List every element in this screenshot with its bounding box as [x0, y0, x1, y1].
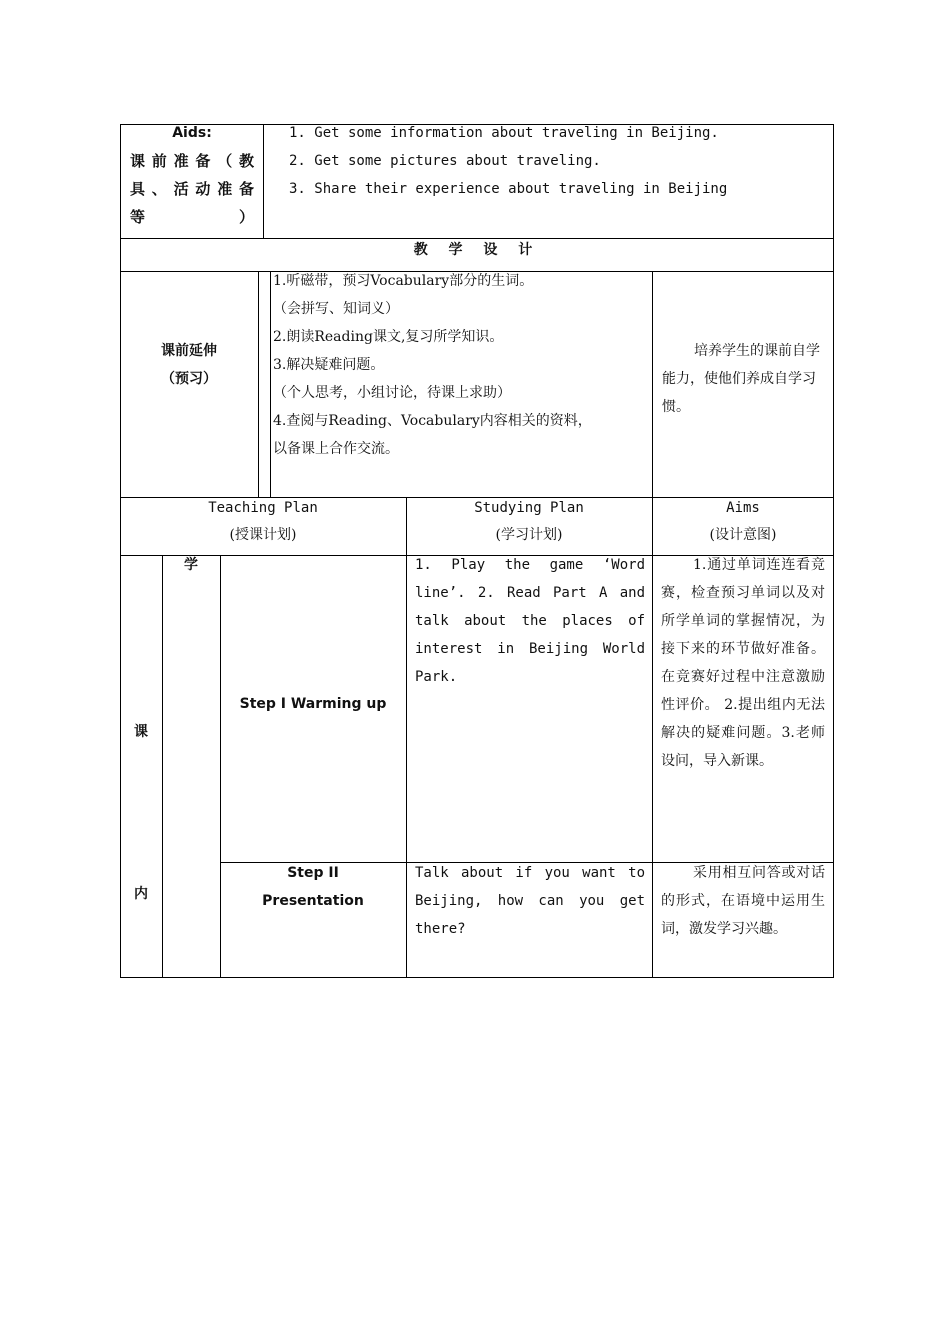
- teaching-plan-header: Teaching Plan: [208, 500, 318, 516]
- aims-subheader: (设计意图): [709, 527, 777, 543]
- design-header: 教 学 设 计: [413, 242, 541, 258]
- step-1-studying: 1. Play the game ‘Word line’. 2. Read Part A and talk about the places of interest in Beijing World Park.: [415, 557, 645, 685]
- aids-item-2: 2. Get some pictures about traveling.: [289, 153, 601, 169]
- preview-aim: 培养学生的课前自学能力，使他们养成自学习惯。: [662, 343, 820, 415]
- preview-line-1: 1.听磁带，预习Vocabulary部分的生词。: [273, 273, 534, 289]
- step-2-title-line1: Step II: [287, 865, 339, 881]
- aids-item-3: 3. Share their experience about traveling in Beijing: [289, 181, 728, 197]
- aids-label: 课前准备（教具、活动准备等）: [130, 152, 256, 226]
- col-divider: [162, 555, 163, 978]
- col-divider: [406, 497, 407, 978]
- studying-plan-subheader: (学习计划): [495, 527, 563, 543]
- teaching-plan-subheader: (授课计划): [229, 527, 297, 543]
- side-label-ke: 课: [134, 724, 148, 740]
- side-label-xue: 学: [184, 557, 198, 573]
- step-1-title: Step I Warming up: [239, 696, 387, 712]
- preview-line-7: 以备课上合作交流。: [273, 441, 399, 457]
- col-divider: [258, 271, 259, 497]
- step-2-title-line2: Presentation: [262, 893, 364, 909]
- studying-plan-header: Studying Plan: [474, 500, 584, 516]
- preview-line-3: 2.朗读Reading课文,复习所学知识。: [273, 329, 504, 345]
- preview-line-4: 3.解决疑难问题。: [273, 357, 385, 373]
- preview-label-line2: （预习）: [161, 371, 217, 387]
- step-2-studying: Talk about if you want to Beijing, how can you get there?: [415, 865, 645, 937]
- col-divider: [270, 271, 271, 497]
- col-divider: [263, 124, 264, 238]
- preview-label-line1: 课前延伸: [161, 343, 217, 359]
- col-divider: [652, 497, 653, 978]
- preview-line-6: 4.查阅与Reading、Vocabulary内容相关的资料，: [273, 413, 592, 429]
- aids-item-1: 1. Get some information about traveling in Beijing.: [289, 125, 719, 141]
- side-label-nei: 内: [134, 886, 148, 902]
- step-2-aims: 采用相互问答或对话的形式，在语境中运用生词，激发学习兴趣。: [661, 865, 825, 937]
- col-divider: [652, 271, 653, 497]
- preview-line-5: （个人思考，小组讨论，待课上求助）: [273, 385, 511, 401]
- aims-header: Aims: [726, 500, 760, 516]
- preview-line-2: （会拼写、知词义）: [273, 301, 399, 317]
- aids-title: Aids:: [172, 125, 212, 141]
- step-1-aims: 1.通过单词连连看竞赛，检查预习单词以及对所学单词的掌握情况，为接下来的环节做好准备。在竞赛好过程中注意激励性评价。 2.提出组内无法解决的疑难问题。3.老师设问，导入新课。: [661, 557, 825, 769]
